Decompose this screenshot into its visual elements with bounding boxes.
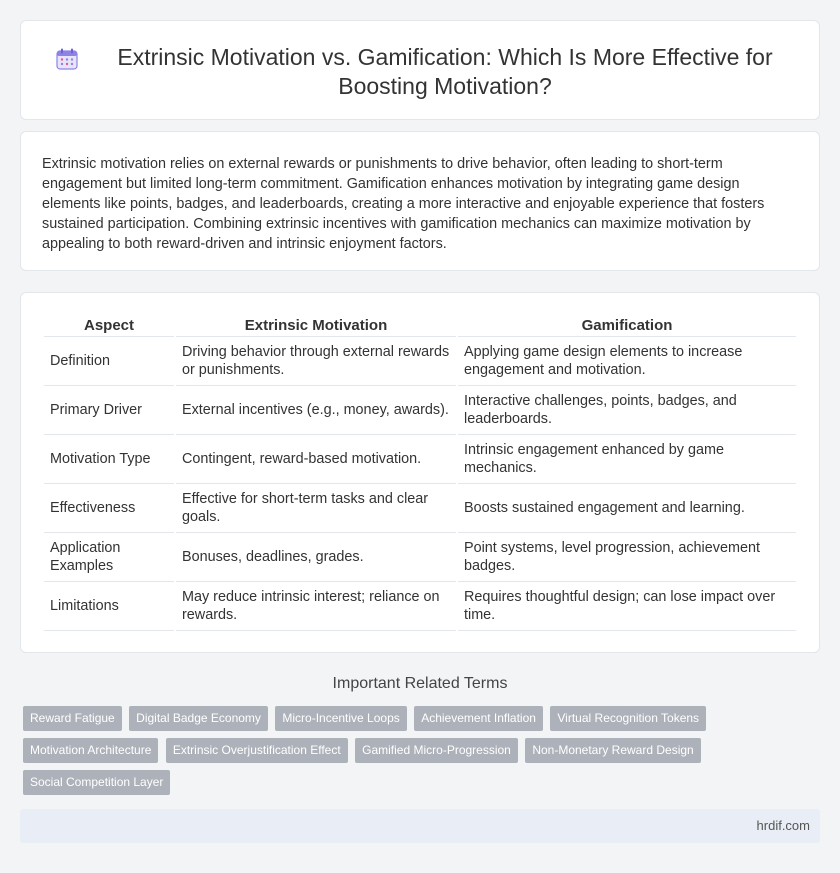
row-aspect: Primary Driver [44,386,174,435]
row-aspect: Application Examples [44,533,174,582]
footer-bar [20,809,820,843]
related-terms-heading: Important Related Terms [332,675,508,692]
table-header-row [44,314,796,337]
footer-site-link[interactable]: hrdif.com [756,818,810,833]
header-extrinsic: Extrinsic Motivation [176,314,456,337]
related-term-tag[interactable]: Virtual Recognition Tokens [550,706,706,731]
comparison-table [42,314,798,631]
row-aspect: Effectiveness [44,484,174,533]
comparison-card [20,292,820,653]
row-extrinsic: May reduce intrinsic interest; reliance on rewards. [176,582,456,631]
row-extrinsic: Driving behavior through external rewards or punishments. [176,337,456,386]
related-term-tag[interactable]: Social Competition Layer [23,770,170,795]
row-aspect: Motivation Type [44,435,174,484]
table-row [44,435,796,484]
related-term-tag[interactable]: Digital Badge Economy [129,706,268,731]
related-term-tag[interactable]: Micro-Incentive Loops [275,706,406,731]
table-row [44,337,796,386]
related-term-tag[interactable]: Extrinsic Overjustification Effect [166,738,348,763]
related-term-tag[interactable]: Gamified Micro-Progression [355,738,518,763]
related-terms-list [23,706,723,802]
row-gamification: Requires thoughtful design; can lose impact over time. [458,582,796,631]
row-aspect: Definition [44,337,174,386]
calendar-icon [55,47,79,71]
row-extrinsic: External incentives (e.g., money, awards). [176,386,456,435]
table-row [44,484,796,533]
row-extrinsic: Bonuses, deadlines, grades. [176,533,456,582]
table-row [44,582,796,631]
row-gamification: Interactive challenges, points, badges, and leaderboards. [458,386,796,435]
related-term-tag[interactable]: Motivation Architecture [23,738,158,763]
row-gamification: Boosts sustained engagement and learning. [458,484,796,533]
intro-paragraph: Extrinsic motivation relies on external rewards or punishments to drive behavior, often leading to short-term engagement but limited long-term commitment. Gamification enhances motivation by integrating game design elements like points, badges, and leaderboards, creating a more interactive and enjoyable experience that fosters sustained participation. Combining extrinsic incentives with gamification mechanics can maximize motivation by appealing to both reward-driven and intrinsic enjoyment factors. [42,156,765,252]
row-gamification: Intrinsic engagement enhanced by game mechanics. [458,435,796,484]
related-term-tag[interactable]: Achievement Inflation [414,706,543,731]
intro-card [20,131,820,271]
related-term-tag[interactable]: Non-Monetary Reward Design [525,738,700,763]
related-term-tag[interactable]: Reward Fatigue [23,706,122,731]
title-card [20,20,820,120]
row-aspect: Limitations [44,582,174,631]
table-row [44,386,796,435]
row-extrinsic: Contingent, reward-based motivation. [176,435,456,484]
header-aspect: Aspect [44,314,174,337]
row-extrinsic: Effective for short-term tasks and clear goals. [176,484,456,533]
row-gamification: Point systems, level progression, achievement badges. [458,533,796,582]
table-row [44,533,796,582]
page-title: Extrinsic Motivation vs. Gamification: Which Is More Effective for Boosting Motivation? [117,44,773,99]
header-gamification: Gamification [458,314,796,337]
row-gamification: Applying game design elements to increase engagement and motivation. [458,337,796,386]
